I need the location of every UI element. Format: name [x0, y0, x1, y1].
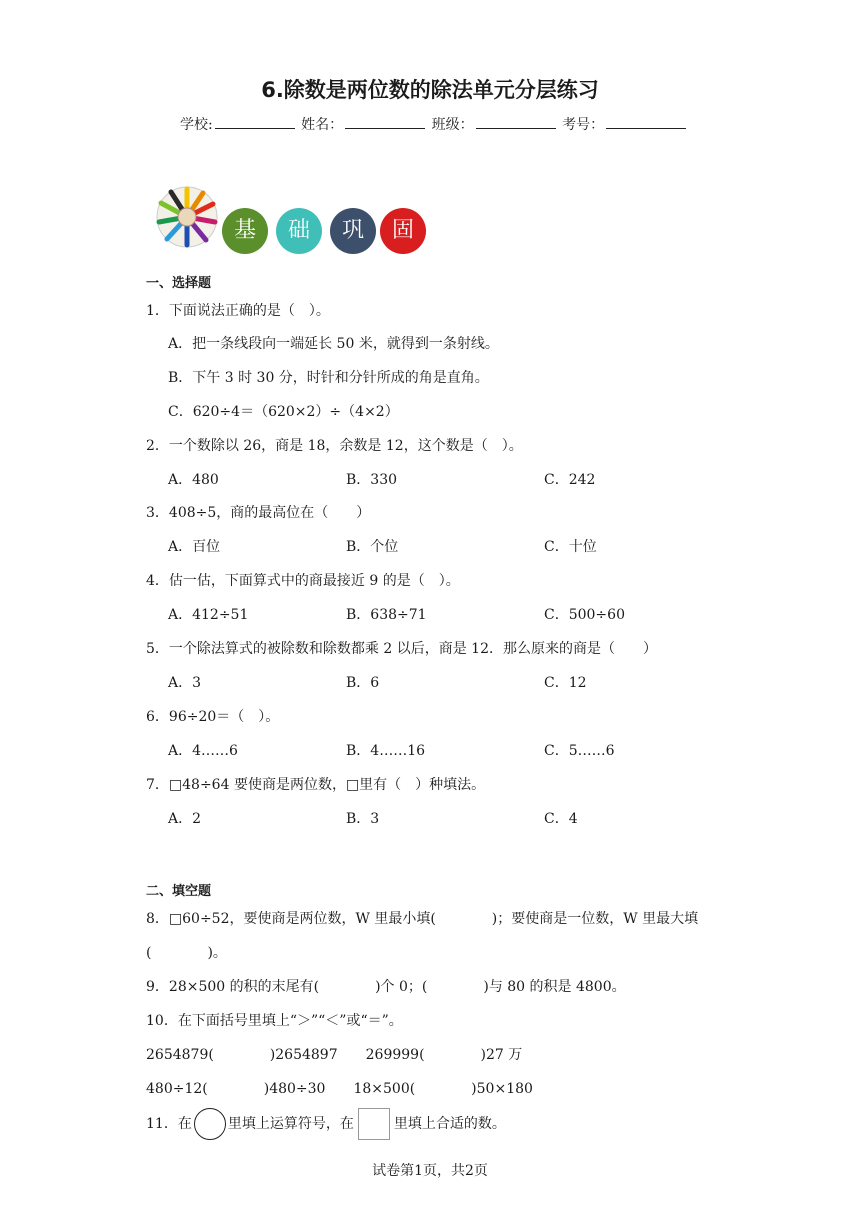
question-2-option-c: C．242: [544, 472, 596, 488]
question-3-option-a: A．百位: [168, 539, 221, 555]
question-1-option-a: A．把一条线段向一端延长 50 米，就得到一条射线。: [168, 336, 499, 352]
question-5-option-a: A．3: [168, 675, 202, 691]
question-7-option-c: C．4: [544, 811, 578, 827]
exam-no-label: 考号：: [562, 117, 605, 133]
question-2-option-b: B．330: [346, 472, 398, 488]
question-5-option-b: B．6: [346, 675, 380, 691]
badge-ji: 基: [222, 208, 268, 254]
page-title: 6.除数是两位数的除法单元分层练习: [261, 78, 599, 102]
badge-gu: 固: [380, 208, 426, 254]
student-info-line: [180, 114, 688, 134]
number-square-icon: [358, 1108, 390, 1140]
question-6-option-a: A．4……6: [168, 743, 238, 759]
badge-gong: 巩: [330, 208, 376, 254]
section-title-choice: 一、选择题: [146, 276, 212, 291]
question-6-stem: 6．96÷20＝（ ）。: [146, 709, 280, 725]
question-11-mid: 里填上运算符号，在: [227, 1116, 354, 1132]
question-10-stem: 10．在下面括号里填上“＞”“＜”或“＝”。: [146, 1013, 403, 1029]
question-4-option-c: C．500÷60: [544, 607, 625, 623]
question-3-option-c: C．十位: [544, 539, 597, 555]
question-3-stem: 3．408÷5，商的最高位在（ ）: [146, 505, 371, 521]
question-1-option-c: C．620÷4＝（620×2）÷（4×2）: [168, 404, 399, 420]
question-9: 9．28×500 的积的末尾有( )个 0；( )与 80 的积是 4800。: [146, 979, 626, 995]
question-5-stem: 5．一个除法算式的被除数和除数都乘 2 以后，商是 12．那么原来的商是（ ）: [146, 641, 657, 657]
question-11: [146, 1108, 506, 1140]
question-8-line-2: ( )。: [146, 945, 227, 961]
question-7-stem: 7．□48÷64 要使商是两位数，□里有（ ）种填法。: [146, 777, 486, 793]
question-1-stem: 1．下面说法正确的是（ ）。: [146, 303, 330, 319]
name-label: 姓名：: [301, 117, 344, 133]
question-11-prefix: 11．在: [146, 1116, 192, 1132]
question-4-stem: 4．估一估，下面算式中的商最接近 9 的是（ ）。: [146, 573, 460, 589]
question-4-option-b: B．638÷71: [346, 607, 427, 623]
question-7-option-a: A．2: [168, 811, 202, 827]
question-11-suffix: 里填上合适的数。: [393, 1116, 506, 1132]
question-6-option-c: C．5……6: [544, 743, 615, 759]
school-blank: [215, 114, 295, 129]
question-2-option-a: A．480: [168, 472, 219, 488]
question-1-option-b: B．下午 3 时 30 分，时针和分针所成的角是直角。: [168, 370, 489, 386]
name-blank: [345, 114, 425, 129]
operator-circle-icon: [194, 1108, 226, 1140]
question-5-option-c: C．12: [544, 675, 587, 691]
class-blank: [476, 114, 556, 129]
question-7-option-b: B．3: [346, 811, 380, 827]
question-4-option-a: A．412÷51: [168, 607, 249, 623]
question-2-stem: 2．一个数除以 26，商是 18，余数是 12，这个数是（ ）。: [146, 438, 523, 454]
question-3-option-b: B．个位: [346, 539, 399, 555]
colored-pencils-icon: [156, 186, 218, 248]
question-10-row-2: 480÷12( )480÷30 18×500( )50×180: [146, 1081, 533, 1097]
page-footer: 试卷第1页，共2页: [372, 1163, 488, 1179]
class-label: 班级：: [431, 117, 474, 133]
question-6-option-b: B．4……16: [346, 743, 426, 759]
exam-no-blank: [606, 114, 686, 129]
school-label: 学校:: [180, 117, 213, 133]
badge-chu: 础: [276, 208, 322, 254]
question-10-row-1: 2654879( )2654897 269999( )27 万: [146, 1047, 523, 1063]
question-8-line-1: 8．□60÷52，要使商是两位数，W 里最小填( )；要使商是一位数，W 里最大填: [146, 911, 699, 927]
section-title-fill: 二、填空题: [146, 884, 212, 899]
